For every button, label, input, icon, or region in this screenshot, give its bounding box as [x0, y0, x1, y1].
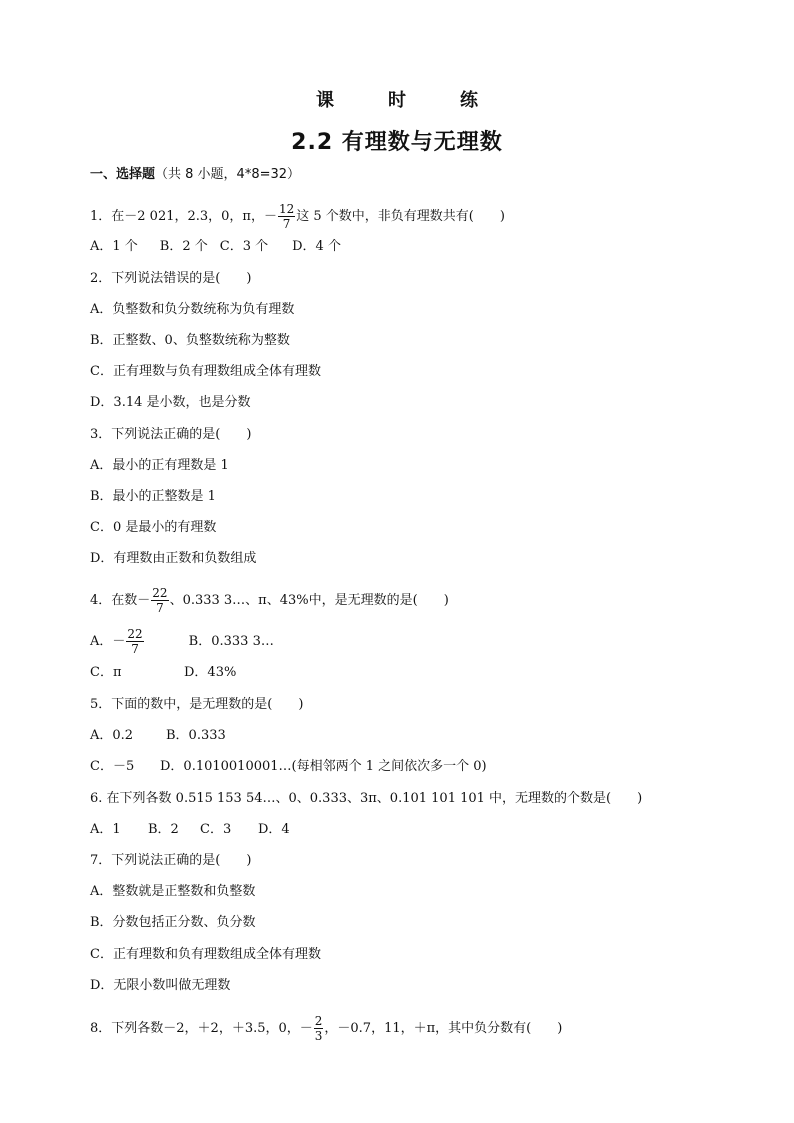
question-8-stem [90, 1014, 562, 1043]
question-5-stem: 5．下面的数中，是无理数的是( ) [90, 697, 304, 712]
q4-suffix: 、0.333 3…、π、43%中，是无理数的是( ) [169, 593, 449, 608]
q2-option-c: C．正有理数与负有理数组成全体有理数 [90, 364, 321, 379]
q1-option-c: C．3 个 [219, 239, 269, 254]
q7-option-b: B．分数包括正分数、负分数 [90, 915, 256, 930]
question-4-options-ab [90, 627, 274, 656]
q7-option-c: C．正有理数和负有理数组成全体有理数 [90, 947, 321, 962]
q2-option-d: D．3.14 是小数，也是分数 [90, 395, 251, 410]
q6-option-b: B．2 [148, 822, 179, 837]
q8-prefix: 8．下列各数－2，＋2，＋3.5，0，－ [90, 1021, 313, 1036]
q4-option-d: D．43% [184, 665, 237, 680]
q4-option-a-fraction [126, 627, 143, 656]
page-kicker: 课 时 练 [316, 90, 496, 111]
q4-option-a-den: 7 [131, 642, 139, 656]
q1-option-a: A．1 个 [90, 239, 138, 254]
q1-suffix: 这 5 个数中，非负有理数共有( ) [296, 209, 505, 224]
question-4-options-cd [90, 664, 236, 682]
question-4-stem [90, 586, 449, 615]
q6-option-d: D．4 [258, 822, 290, 837]
q4-frac-den: 7 [156, 601, 164, 615]
question-2-stem: 2．下列说法错误的是( ) [90, 271, 252, 286]
q4-option-b: B．0.333 3… [188, 634, 274, 649]
section-note: （共 8 小题，4*8=32） [155, 167, 301, 182]
question-6-stem: 6. 在下列各数 0.515 153 54…、0、0.333、3π、0.101 101 101 中，无理数的个数是( ) [90, 791, 643, 806]
q5-option-c: C．－5 [90, 759, 135, 774]
question-6-options [90, 821, 290, 839]
q7-option-a: A．整数就是正整数和负整数 [90, 884, 256, 899]
q4-frac-num: 22 [152, 586, 168, 600]
section-label: 一、选择题 [90, 167, 156, 182]
q5-option-a: A．0.2 [90, 728, 134, 743]
question-5-options-cd [90, 758, 487, 776]
q3-option-d: D．有理数由正数和负数组成 [90, 551, 257, 566]
q3-option-b: B．最小的正整数是 1 [90, 489, 216, 504]
q1-option-b: B．2 个 [159, 239, 208, 254]
q2-option-a: A．负整数和负分数统称为负有理数 [90, 302, 295, 317]
q7-option-d: D．无限小数叫做无理数 [90, 978, 231, 993]
question-5-options-ab [90, 727, 226, 745]
question-1-options [90, 238, 341, 256]
q8-frac-num: 2 [314, 1014, 323, 1028]
q5-option-d: D．0.1010010001…(每相邻两个 1 之间依次多一个 0) [160, 759, 487, 774]
q3-option-a: A．最小的正有理数是 1 [90, 458, 229, 473]
question-3-stem: 3．下列说法正确的是( ) [90, 427, 252, 442]
q3-option-c: C．0 是最小的有理数 [90, 520, 217, 535]
question-7-stem: 7．下列说法正确的是( ) [90, 853, 252, 868]
q8-suffix: ，－0.7，11，＋π，其中负分数有( ) [324, 1021, 563, 1036]
q4-option-c: C．π [90, 665, 122, 680]
q1-fraction [278, 202, 295, 231]
page-title: 2.2 有理数与无理数 [291, 130, 503, 155]
section-heading [90, 166, 300, 184]
q5-option-b: B．0.333 [166, 728, 226, 743]
q6-option-c: C．3 [200, 822, 232, 837]
q4-option-a-prefix: A．－ [90, 634, 126, 649]
q6-option-a: A．1 [90, 822, 121, 837]
q4-prefix: 4．在数－ [90, 593, 151, 608]
q1-frac-den: 7 [282, 217, 291, 231]
q1-prefix: 1．在－2 021，2.3，0，π，－ [90, 209, 277, 224]
question-1-stem [90, 202, 505, 231]
q4-fraction [151, 586, 168, 615]
q1-frac-num: 12 [278, 202, 295, 216]
q2-option-b: B．正整数、0、负整数统称为整数 [90, 333, 290, 348]
q1-option-d: D．4 个 [292, 239, 341, 254]
q8-frac-den: 3 [314, 1029, 323, 1043]
q8-fraction [314, 1014, 324, 1043]
q4-option-a-num: 22 [127, 627, 143, 641]
